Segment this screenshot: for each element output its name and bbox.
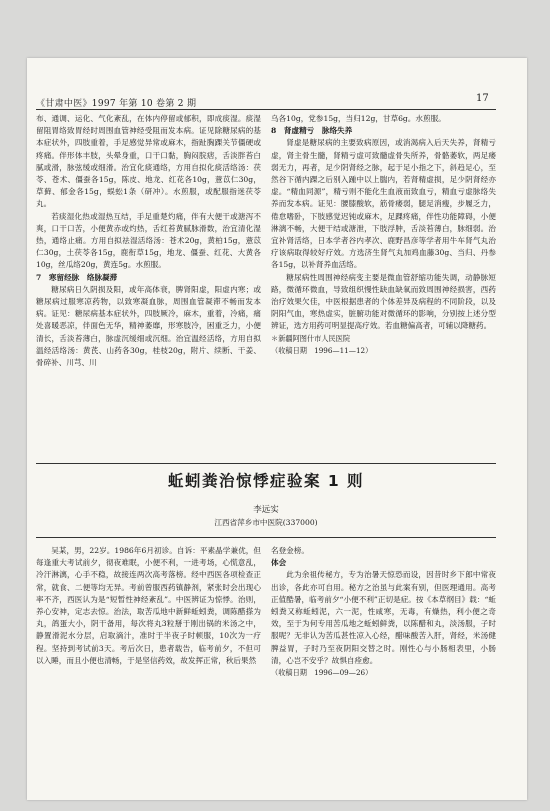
journal-header: 《甘肃中医》1997 年第 10 卷第 2 期 bbox=[36, 99, 197, 109]
article-author: 李远实 bbox=[253, 505, 279, 515]
paragraph: ＊新疆阿图什市人民医院 bbox=[271, 333, 351, 343]
paragraph: （收稿日期 1996—09—26） bbox=[271, 668, 373, 678]
article-affiliation: 江西省萍乡市中医院(337000) bbox=[214, 518, 318, 527]
section-divider-bottom bbox=[36, 537, 496, 538]
paragraph: （收稿日期 1996—11—12） bbox=[271, 345, 373, 355]
paragraph: 若痰湿化热或湿热互结，手足重楚灼痛，伴有大便干或溏泻不爽，口干口苦，小便黄赤或灼热，舌红苔黄腻脉滑数，治宜清化湿热，通络止痛。方用自拟祛湿活络汤：苍术20g，黄柏15g，薏苡仁30g，土茯苓各15g，鹿衔草15g，地龙、僵蚕、红花、大黄各10g，丝瓜络20g，黄连5g。水煎服。 bbox=[36, 211, 261, 270]
top-right-column bbox=[271, 113, 496, 357]
section-heading: 8 肾虚精亏 脉络失养 bbox=[271, 126, 353, 136]
paragraph: 糖尿病日久阴损及阳，或年高体衰，脾肾阳虚，阳虚内寒；或糖尿病过服寒凉药物，以致寒凝血脉，周围血管凝滞不畅而发本病。证见：糖尿病基本症状外，四肢厥冷，麻木，重着，冷痛，痛处喜暖恶凉，伴面色无华，精神萎靡，形寒肢冷，困重乏力，小便清长，舌淡苔薄白，脉虚沉缓细或沉细。治宜温经活络，方用自拟温经活络汤：黄芪、山药各30g，桂枝20g，附片、续断、干姜、骨碎补、川芎、川 bbox=[36, 284, 261, 368]
paragraph: 布、通调、运化、气化紊乱，在体内停留或郁积，即成痰湿。痰湿留阻胃络致胃经时周围血管神经受阻而发本病。证见除糖尿病的基本症状外，四肢重着，手足感觉异常或麻木，指趾胸踝关节僵硬或疼痛。伴形体丰肢，头晕身重，口干口黏，胸闷脘痞，舌淡胖苔白腻或滑，脉弦缓或细滑。治宜化痰通络，方用自拟化痰活络汤：茯苓、苍术、僵蚕各15g，陈皮、地龙、红花各10g，薏苡仁30g，草藓、郁金各15g，蜈蚣1条（研冲）。水煎服，或配服指迷茯苓丸。 bbox=[36, 114, 261, 209]
paragraph: 肾虚是糖尿病的主要致病原因，或消渴病入后天失养，肾精亏虚，肾主骨生髓，肾精亏虚可致髓虚骨失所养，骨骼萎软，两足痿弱无力，再者，足少阴肾经之脉，起于足小指之下，斜趋足心，至然谷下循内踝之后别入踵中以上腨内，若肾精虚损，足少阴肾经亦虚。“精血同源”，精亏则不能化生血液而致血亏，精血亏虚脉络失养而发本病。证见：腰膝酸软，筋骨痿弱，腿足消瘦，步履乏力，倦怠嗜卧，下肢感觉迟钝或麻木，足踝疼痛，伴性功能障碍，小便淋漓不畅，大便干结或溏泄，下肢浮肿，舌淡苔薄白，脉细弱。治宜补肾活络，日本学者谷内孝次、鹿野昌彦等学者用牛车肾气丸治疗该病取得较好疗效。方选济生肾气丸加鸡血藤30g、当归、丹参各15g，以补肾养血活络。 bbox=[271, 138, 496, 270]
paragraph: 乌各10g，党参15g，当归12g，甘草6g。水煎服。 bbox=[271, 114, 446, 123]
article-title: 蚯蚓粪治惊悸症验案 1 则 bbox=[167, 472, 365, 490]
header-rule bbox=[36, 109, 496, 110]
section-heading: 体会 bbox=[271, 558, 287, 568]
paragraph: 名登金榜。 bbox=[271, 546, 309, 555]
paragraph: 此为余祖传秘方，专为治暑天惊恐而设，因昔时乡下郎中常夜出诊，各此亦可自用。秘方之治虽与此案有别，但医理通用。高考正值酷暑，临考前夕“小便不利”正切是症。按《本草纲目》载：“蚯蚓粪又称蚯蚓泥，六一泥，性咸寒，无毒，有燥热，利小便之奇效，至于为何专用苦瓜地之蚯蚓鲜粪，以陈醋和丸，淡汤服，子时服呢？无非认为苦瓜甚性凉入心经，醋味酸苦入肝，肾经，米汤健脾益胃，子时乃至夜阴阳交替之时。刚性心与小肠相表里，小肠清，心岂不安乎？故惧自痊愈。 bbox=[271, 570, 496, 665]
paragraph: 吴某，男，22岁。1986年6月初诊。自诉：平素晶学兼优，但每逢重大考试前夕，彻夜难眠，小便不利，一进考场，心慌意乱，冷汗淋漓，心手不稳，故接连两次高考落榜。经中西医各项检查正常，就食、二便等均无异。考前曾服西药镇静剂，紧张时会出现心率不齐，西医认为是“短暂性神经紊乱”。中医辨证为惊悸。治则，养心安神，定志去惊。治法，取苦瓜地中新鲜蚯蚓粪，调陈醋搽为丸，鸽蛋大小，阴干备用，每次将丸3粒掰于刚出锅的米汤之中，静置滑泥水分层，启取滴汁，准时于半夜子时顿服，10次为一疗程。坚持到考试前3天。考后次日，患者载告，临考前夕，不但可以入睡，而且小便也清畅，于是坚信药效，故发挥正常，秋后果然 bbox=[36, 546, 261, 665]
section-heading: 7 寒留经脉 络脉凝滞 bbox=[36, 272, 118, 282]
page-number: 17 bbox=[476, 93, 489, 104]
section-divider-top bbox=[36, 463, 496, 464]
bottom-right-column bbox=[271, 545, 496, 679]
bottom-left-column bbox=[36, 545, 261, 667]
top-left-column bbox=[36, 113, 261, 369]
paragraph: 糖尿病性周围神经病变主要是微血管舒缩功能失调，动静脉短路，微循环微血，导致组织慢性缺血缺氧而致周围神经损害，西药治疗效果欠佳，中医根据患者的个体差异及病程的不同阶段，以及阴阳气血，寒热虚实，脏腑功能对微循环的影响，分别按上述分型辨证，选方用药可明显提高疗效。若血糖偏高者，可辅以降糖药。 bbox=[271, 272, 496, 331]
